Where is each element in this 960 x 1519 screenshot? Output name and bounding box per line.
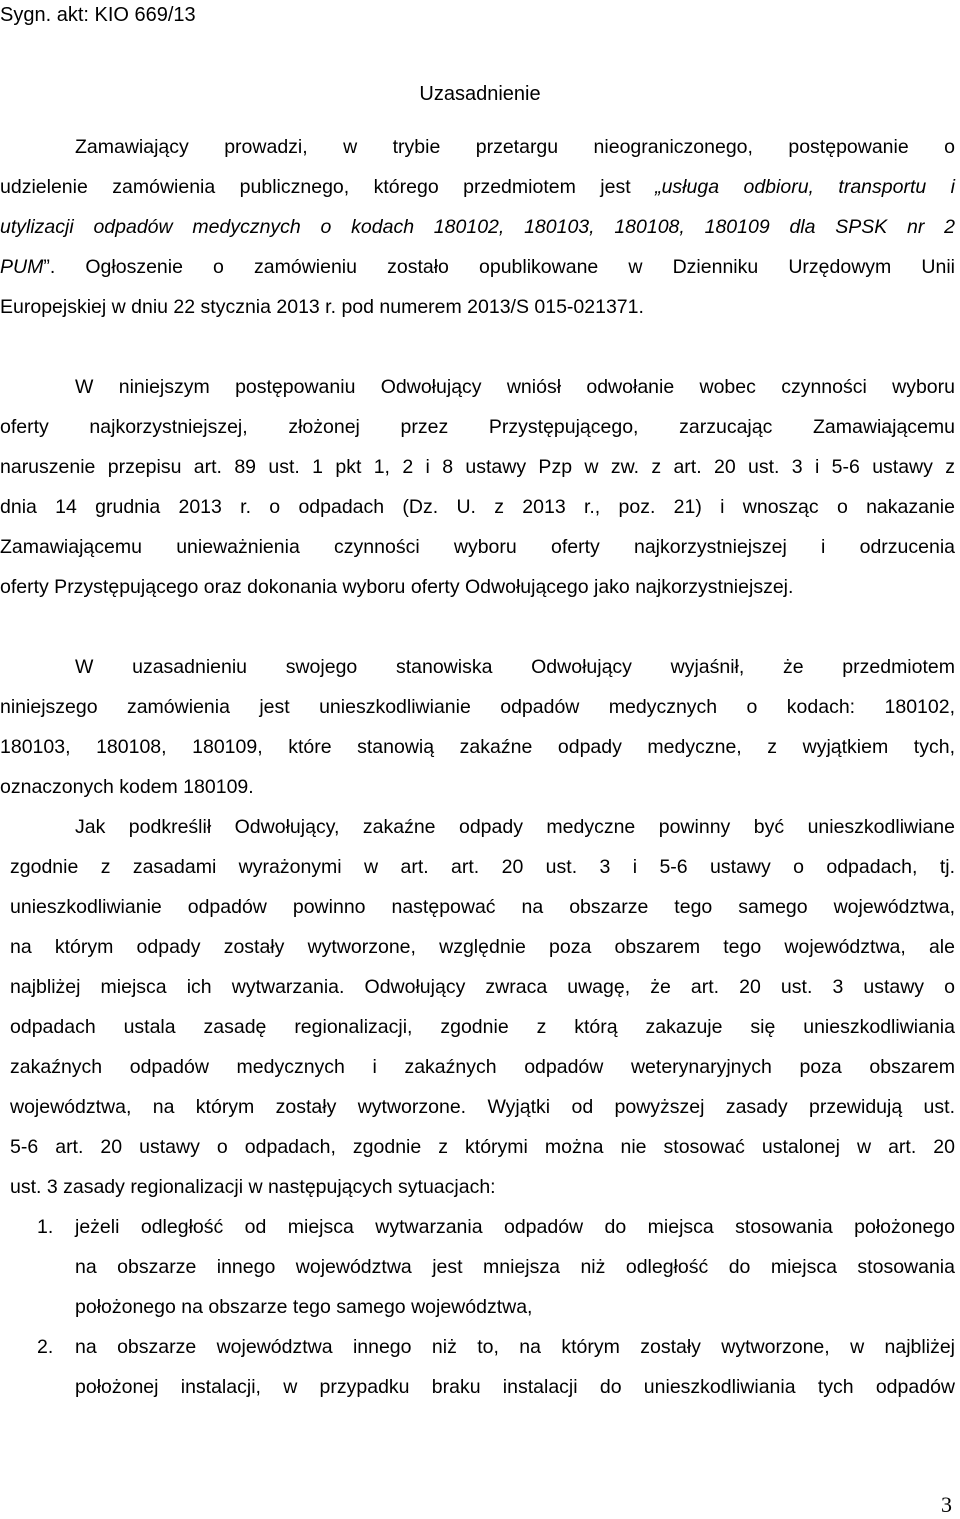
list-item-1-line: na obszarze innego województwa jest mniejsza niż odległość do miejsca stosowania	[75, 1256, 955, 1278]
paragraph-1-line: Europejskiej w dniu 22 stycznia 2013 r. pod numerem 2013/S 015-021371.	[0, 296, 644, 318]
paragraph-4-line: ust. 3 zasady regionalizacji w następujących sytuacjach:	[10, 1176, 496, 1198]
paragraph-4-line: najbliżej miejsca ich wytwarzania. Odwołujący zwraca uwagę, że art. 20 ust. 3 ustawy o	[10, 976, 955, 998]
paragraph-4-line: zgodnie z zasadami wyrażonymi w art. art. 20 ust. 3 i 5-6 ustawy o odpadach, tj.	[10, 856, 955, 878]
italic-text-run: utylizacji odpadów medycznych o kodach 180102, 180103, 180108, 180109 dla SPSK nr 2	[0, 216, 955, 238]
paragraph-2-line: dnia 14 grudnia 2013 r. o odpadach (Dz. U. z 2013 r., poz. 21) i wnosząc o nakazanie	[0, 496, 955, 518]
list-item-number: 1.	[37, 1216, 54, 1238]
list-item-1-line: położonego na obszarze tego samego województwa,	[75, 1296, 533, 1318]
paragraph-4-line: 5-6 art. 20 ustawy o odpadach, zgodnie z którymi można nie stosować ustalonej w art. 20	[10, 1136, 955, 1158]
case-signature: Sygn. akt: KIO 669/13	[0, 4, 196, 26]
paragraph-2-line: oferty Przystępującego oraz dokonania wyboru oferty Odwołującego jako najkorzystniejszej.	[0, 576, 794, 598]
paragraph-3-line: 180103, 180108, 180109, które stanowią zakaźne odpady medyczne, z wyjątkiem tych,	[0, 736, 955, 758]
paragraph-1-line	[0, 215, 955, 239]
paragraph-4-line: unieszkodliwianie odpadów powinno następować na obszarze tego samego województwa,	[10, 896, 955, 918]
paragraph-4-line: zakaźnych odpadów medycznych i zakaźnych odpadów weterynaryjnych poza obszarem	[10, 1056, 955, 1078]
paragraph-2-line: Zamawiającemu unieważnienia czynności wyboru oferty najkorzystniejszej i odrzucenia	[0, 536, 955, 558]
list-item-1-line: jeżeli odległość od miejsca wytwarzania odpadów do miejsca stosowania położonego	[75, 1216, 955, 1238]
paragraph-3-line: oznaczonych kodem 180109.	[0, 776, 254, 798]
paragraph-4-line: odpadach ustala zasadę regionalizacji, zgodnie z którą zakazuje się unieszkodliwiania	[10, 1016, 955, 1038]
paragraph-1-line	[0, 175, 955, 199]
list-item-number: 2.	[37, 1336, 54, 1358]
document-title: Uzasadnienie	[419, 83, 541, 105]
paragraph-2-line: W niniejszym postępowaniu Odwołujący wniósł odwołanie wobec czynności wyboru	[75, 376, 955, 398]
paragraph-4-line: Jak podkreślił Odwołujący, zakaźne odpady medyczne powinny być unieszkodliwiane	[75, 816, 955, 838]
paragraph-4-line: województwa, na którym zostały wytworzone. Wyjątki od powyższej zasady przewidują ust.	[10, 1096, 955, 1118]
paragraph-3-line: W uzasadnieniu swojego stanowiska Odwołujący wyjaśnił, że przedmiotem	[75, 656, 955, 678]
italic-text-run: „usługa odbioru, transportu i	[655, 176, 955, 198]
text-run: ”. Ogłoszenie o zamówieniu zostało opublikowane w Dzienniku Urzędowym Unii	[43, 256, 955, 278]
text-run: udzielenie zamówienia publicznego, którego przedmiotem jest	[0, 176, 656, 198]
paragraph-4-line: na którym odpady zostały wytworzone, względnie poza obszarem tego województwa, ale	[10, 936, 955, 958]
paragraph-1-line	[0, 255, 955, 279]
paragraph-2-line: naruszenie przepisu art. 89 ust. 1 pkt 1, 2 i 8 ustawy Pzp w zw. z art. 20 ust. 3 i 5-6 ustawy z	[0, 456, 955, 478]
paragraph-3-line: niniejszego zamówienia jest unieszkodliwianie odpadów medycznych o kodach: 180102,	[0, 696, 955, 718]
paragraph-2-line: oferty najkorzystniejszej, złożonej przez Przystępującego, zarzucając Zamawiającemu	[0, 416, 955, 438]
page-number: 3	[941, 1492, 952, 1517]
paragraph-1-line: Zamawiający prowadzi, w trybie przetargu nieograniczonego, postępowanie o	[75, 136, 955, 158]
italic-text-run: PUM	[0, 256, 44, 278]
list-item-2-line: położonej instalacji, w przypadku braku instalacji do unieszkodliwiania tych odpadów	[75, 1376, 955, 1398]
list-item-2-line: na obszarze województwa innego niż to, na którym zostały wytworzone, w najbliżej	[75, 1336, 955, 1358]
